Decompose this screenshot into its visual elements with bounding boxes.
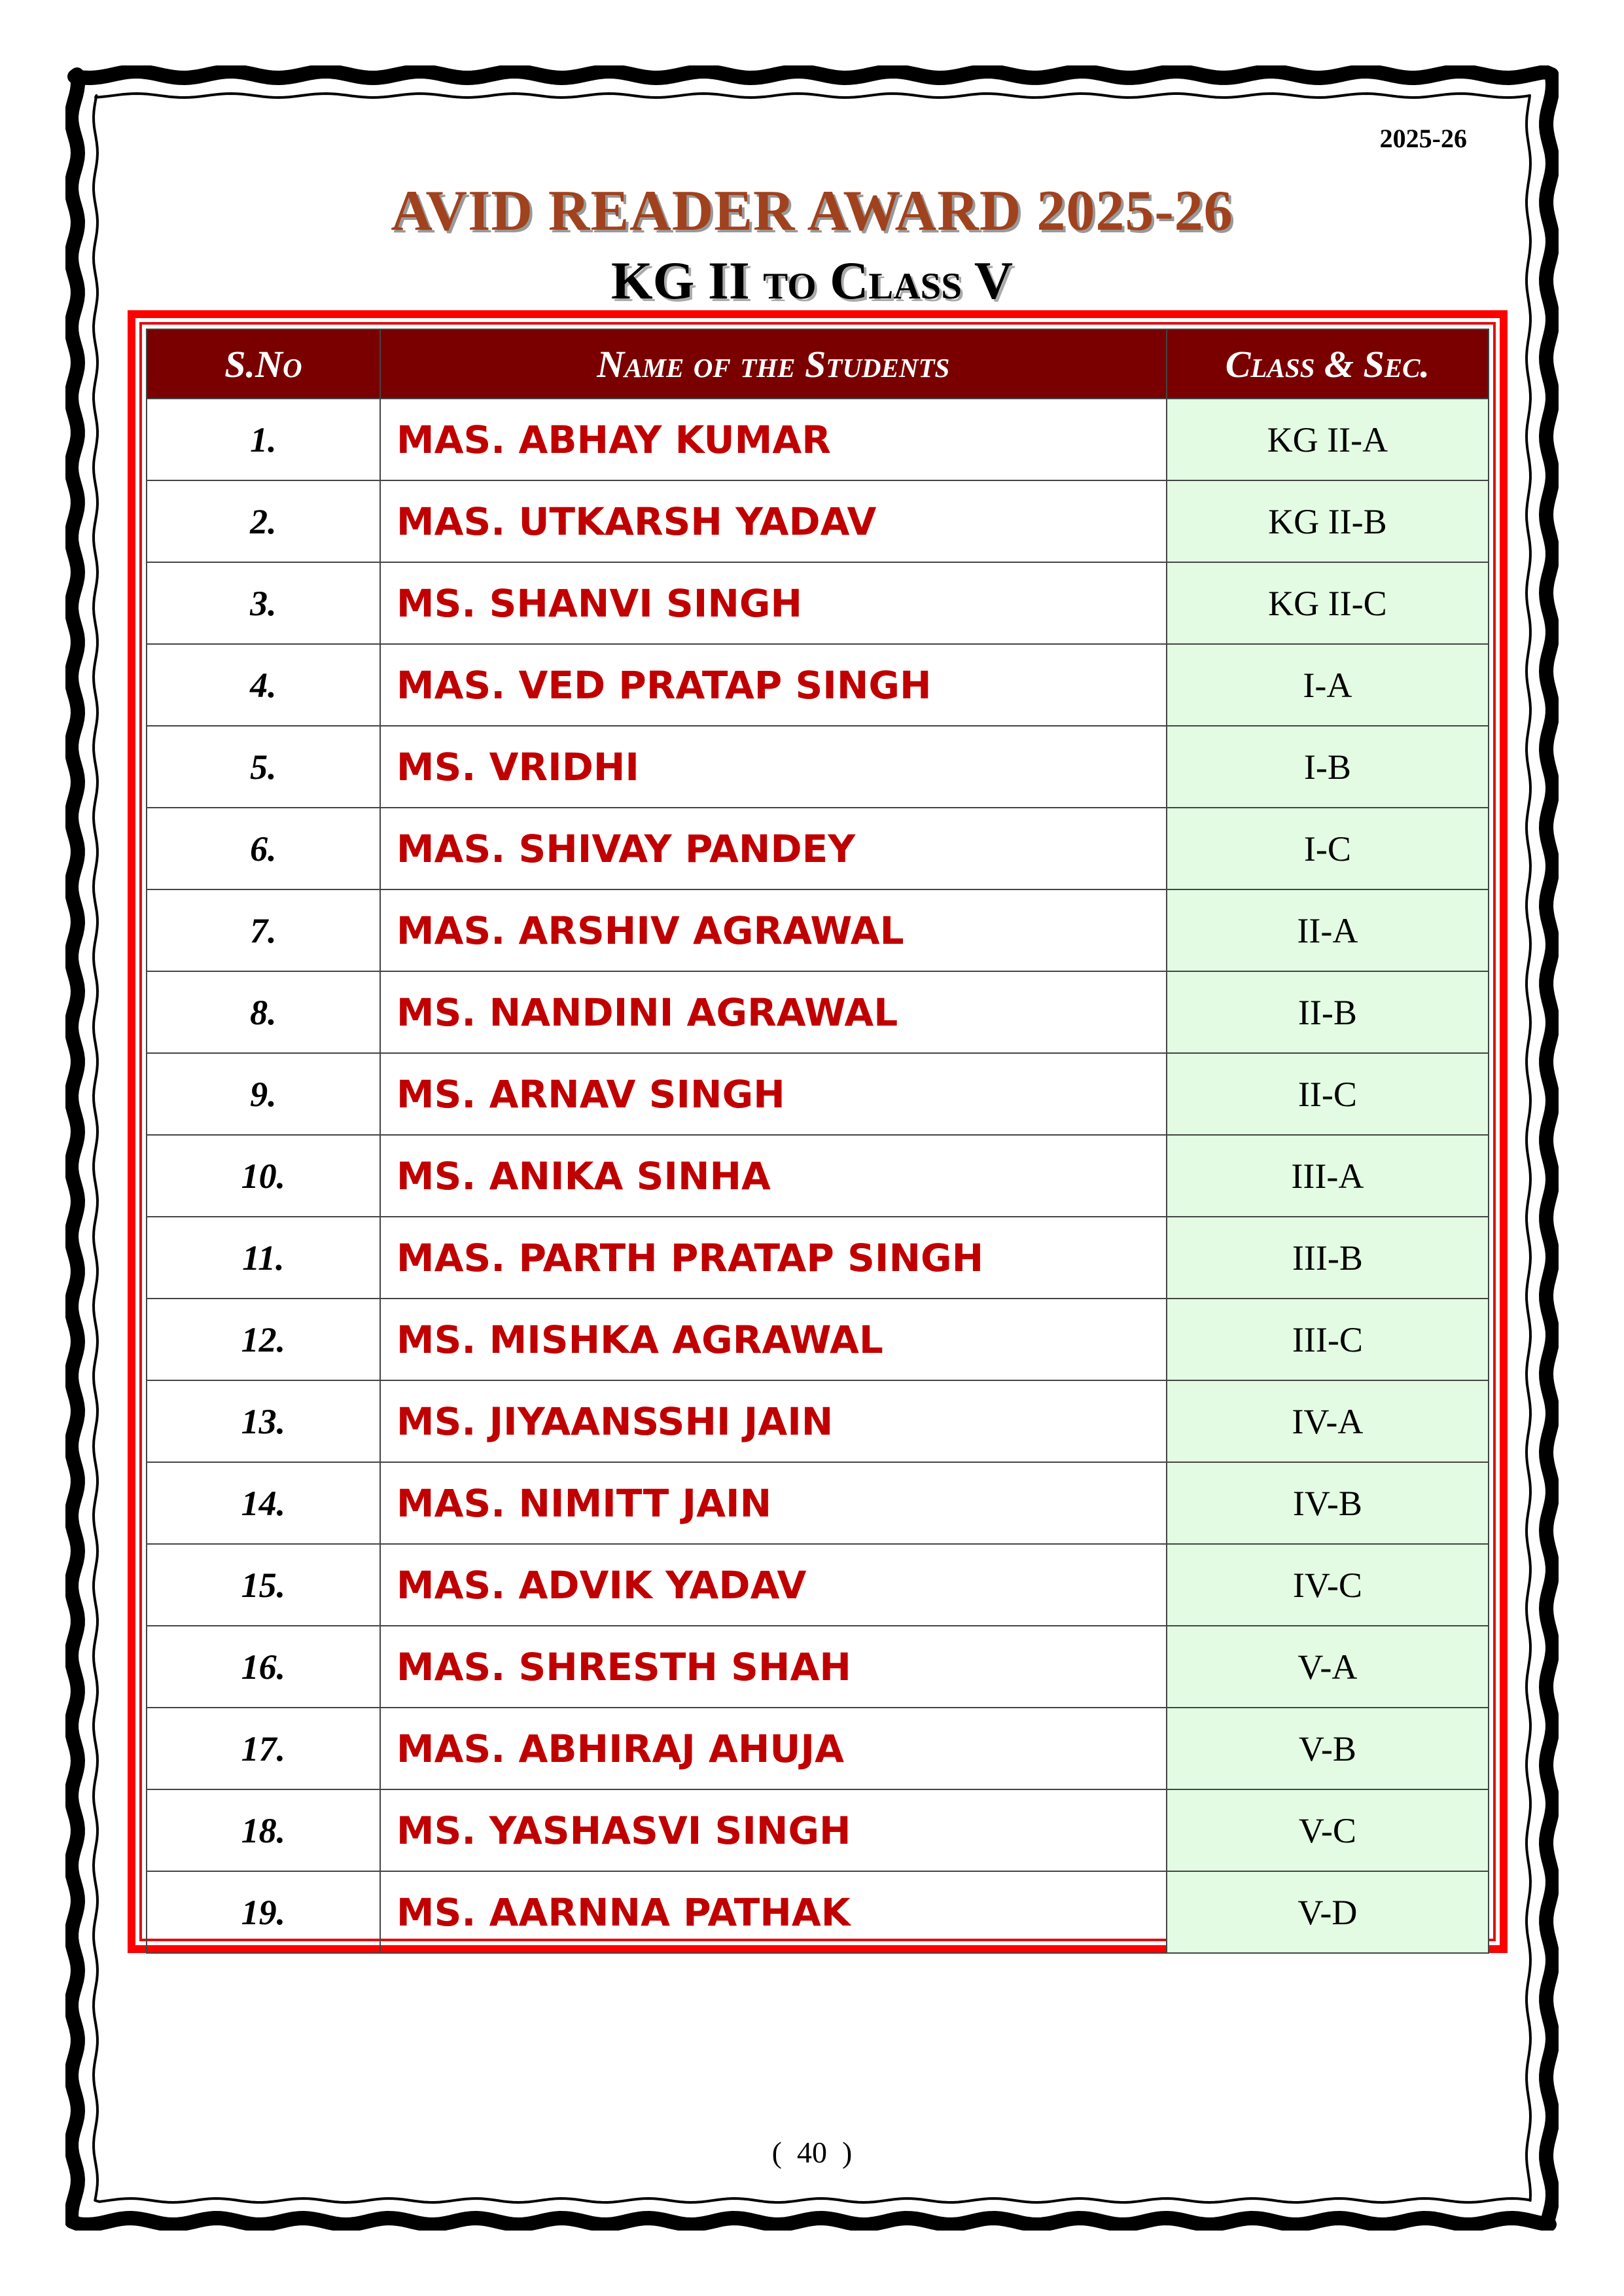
table-row (147, 399, 1489, 480)
header-class: Class & Sec. (1167, 329, 1489, 399)
row-student-name: MAS. SHIVAY PANDEY (380, 808, 1167, 889)
page-title: AVID READER AWARD 2025-26 (391, 179, 1233, 243)
row-sno: 14. (147, 1462, 380, 1544)
row-class-sec: V-B (1167, 1708, 1489, 1789)
row-sno: 7. (147, 889, 380, 971)
table-row (147, 1299, 1489, 1380)
award-table-inner-frame (139, 322, 1496, 1941)
header-name: Name of the Students (380, 329, 1167, 399)
row-student-name: MAS. UTKARSH YADAV (380, 480, 1167, 562)
table-row (147, 971, 1489, 1053)
row-class-sec: V-D (1167, 1871, 1489, 1953)
table-row (147, 1544, 1489, 1626)
row-sno: 19. (147, 1871, 380, 1953)
row-sno: 6. (147, 808, 380, 889)
page-subtitle: KG II to Class V (610, 251, 1014, 310)
row-student-name: MS. JIYAANSSHI JAIN (380, 1380, 1167, 1462)
table-row (147, 1462, 1489, 1544)
row-sno: 5. (147, 726, 380, 808)
row-class-sec: KG II-B (1167, 480, 1489, 562)
row-sno: 13. (147, 1380, 380, 1462)
row-class-sec: III-C (1167, 1299, 1489, 1380)
row-student-name: MAS. ADVIK YADAV (380, 1544, 1167, 1626)
table-row (147, 889, 1489, 971)
table-row (147, 1871, 1489, 1953)
row-student-name: MAS. ARSHIV AGRAWAL (380, 889, 1167, 971)
row-student-name: MAS. VED PRATAP SINGH (380, 644, 1167, 726)
row-class-sec: KG II-A (1167, 399, 1489, 480)
row-class-sec: I-C (1167, 808, 1489, 889)
row-class-sec: IV-A (1167, 1380, 1489, 1462)
row-sno: 8. (147, 971, 380, 1053)
table-row (147, 1217, 1489, 1299)
row-sno: 9. (147, 1053, 380, 1135)
table-row (147, 726, 1489, 808)
row-student-name: MAS. PARTH PRATAP SINGH (380, 1217, 1167, 1299)
table-row (147, 1380, 1489, 1462)
row-student-name: MAS. ABHIRAJ AHUJA (380, 1708, 1167, 1789)
row-sno: 1. (147, 399, 380, 480)
row-sno: 17. (147, 1708, 380, 1789)
row-class-sec: III-A (1167, 1135, 1489, 1217)
row-class-sec: V-A (1167, 1626, 1489, 1708)
table-row (147, 808, 1489, 889)
row-class-sec: III-B (1167, 1217, 1489, 1299)
header-sno: S.No (147, 329, 380, 399)
row-class-sec: I-A (1167, 644, 1489, 726)
row-student-name: MS. ANIKA SINHA (380, 1135, 1167, 1217)
row-student-name: MS. YASHASVI SINGH (380, 1789, 1167, 1871)
table-header-row (147, 329, 1489, 399)
table-row (147, 644, 1489, 726)
row-student-name: MS. ARNAV SINGH (380, 1053, 1167, 1135)
row-class-sec: IV-B (1167, 1462, 1489, 1544)
row-sno: 11. (147, 1217, 380, 1299)
row-sno: 10. (147, 1135, 380, 1217)
row-class-sec: II-B (1167, 971, 1489, 1053)
row-class-sec: I-B (1167, 726, 1489, 808)
award-table (146, 329, 1489, 1954)
page-number: ( 40 ) (771, 2136, 853, 2169)
row-sno: 12. (147, 1299, 380, 1380)
row-student-name: MS. VRIDHI (380, 726, 1167, 808)
row-class-sec: II-C (1167, 1053, 1489, 1135)
row-class-sec: II-A (1167, 889, 1489, 971)
row-student-name: MAS. NIMITT JAIN (380, 1462, 1167, 1544)
table-row (147, 562, 1489, 644)
row-sno: 15. (147, 1544, 380, 1626)
year-tag: 2025-26 (1379, 124, 1467, 153)
row-class-sec: KG II-C (1167, 562, 1489, 644)
row-student-name: MAS. ABHAY KUMAR (380, 399, 1167, 480)
table-row (147, 480, 1489, 562)
row-student-name: MAS. SHRESTH SHAH (380, 1626, 1167, 1708)
table-row (147, 1626, 1489, 1708)
table-row (147, 1135, 1489, 1217)
row-sno: 3. (147, 562, 380, 644)
table-row (147, 1053, 1489, 1135)
row-student-name: MS. SHANVI SINGH (380, 562, 1167, 644)
row-student-name: MS. AARNNA PATHAK (380, 1871, 1167, 1953)
table-row (147, 1789, 1489, 1871)
row-sno: 18. (147, 1789, 380, 1871)
row-class-sec: V-C (1167, 1789, 1489, 1871)
row-student-name: MS. MISHKA AGRAWAL (380, 1299, 1167, 1380)
row-sno: 16. (147, 1626, 380, 1708)
row-sno: 4. (147, 644, 380, 726)
table-row (147, 1708, 1489, 1789)
row-class-sec: IV-C (1167, 1544, 1489, 1626)
row-student-name: MS. NANDINI AGRAWAL (380, 971, 1167, 1053)
award-table-frame (128, 310, 1508, 1953)
row-sno: 2. (147, 480, 380, 562)
